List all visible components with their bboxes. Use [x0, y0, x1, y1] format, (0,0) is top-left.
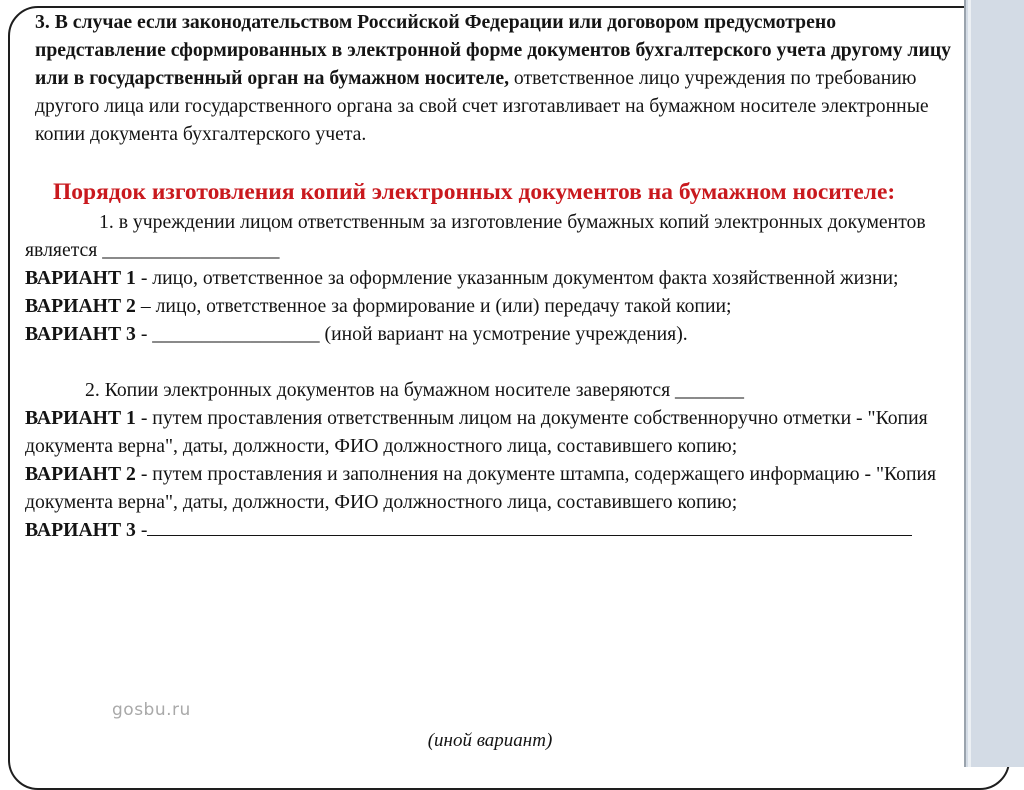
variant-text: - путем проставления ответственным лицом на документе собственноручно отметки - "Копия документа верна", даты, должности, ФИО должностного лица, составившего копию;: [25, 407, 928, 457]
intro-regular-text: ответственное лицо учреждения по требованию другого лица или государственного органа за свой счет изготавливает на бумажном носителе электронные копии документа бухгалтерского учета.: [35, 67, 929, 145]
watermark-text: gosbu.ru: [112, 700, 191, 720]
section-heading: Порядок изготовления копий электронных документов на бумажном носителе:: [53, 179, 896, 205]
item-2-text: 2. Копии электронных документов на бумажном носителе заверяются _______: [85, 379, 744, 401]
item-2-variant-1: [25, 404, 955, 460]
variant-label: ВАРИАНТ 2: [25, 295, 136, 317]
item-1-variant-3: [25, 320, 955, 348]
item-2-variant-2: [25, 460, 955, 516]
variant-label: ВАРИАНТ 1: [25, 407, 136, 429]
footer-note: (иной вариант): [427, 730, 553, 751]
variant-label: ВАРИАНТ 3: [25, 323, 136, 345]
variant-label: ВАРИАНТ 1: [25, 267, 136, 289]
item-1-variant-2: [25, 292, 955, 320]
variant-text: -: [135, 519, 148, 541]
variant-text: - _________________ (иной вариант на усмотрение учреждения).: [135, 323, 688, 345]
item-2-variant-3: [25, 516, 955, 544]
slide-side-band: [964, 0, 1024, 767]
variant-text: – лицо, ответственное за формирование и (или) передачу такой копии;: [135, 295, 732, 317]
intro-bold-text: 3. В случае если законодательством Российской Федерации или договором предусмотрено представление сформированных в электронной форме документов бухгалтерского учета другому лицу или в государственный орган на бумажном носителе,: [35, 11, 952, 89]
document-body: [25, 8, 955, 544]
variant-label: ВАРИАНТ 2: [25, 463, 136, 485]
item-1-text: 1. в учреждении лицом ответственным за изготовление бумажных копий электронных документов является __________________: [25, 211, 926, 261]
variant-text: - путем проставления и заполнения на документе штампа, содержащего информацию - "Копия документа верна", даты, должности, ФИО должностного лица, составившего копию;: [25, 463, 937, 513]
variant-text: - лицо, ответственное за оформление указанным документом факта хозяйственной жизни;: [135, 267, 899, 289]
item-1-variant-1: [25, 264, 955, 292]
variant-label: ВАРИАНТ 3: [25, 519, 136, 541]
intro-paragraph: [25, 8, 955, 148]
fill-in-blank-line: [147, 517, 912, 536]
